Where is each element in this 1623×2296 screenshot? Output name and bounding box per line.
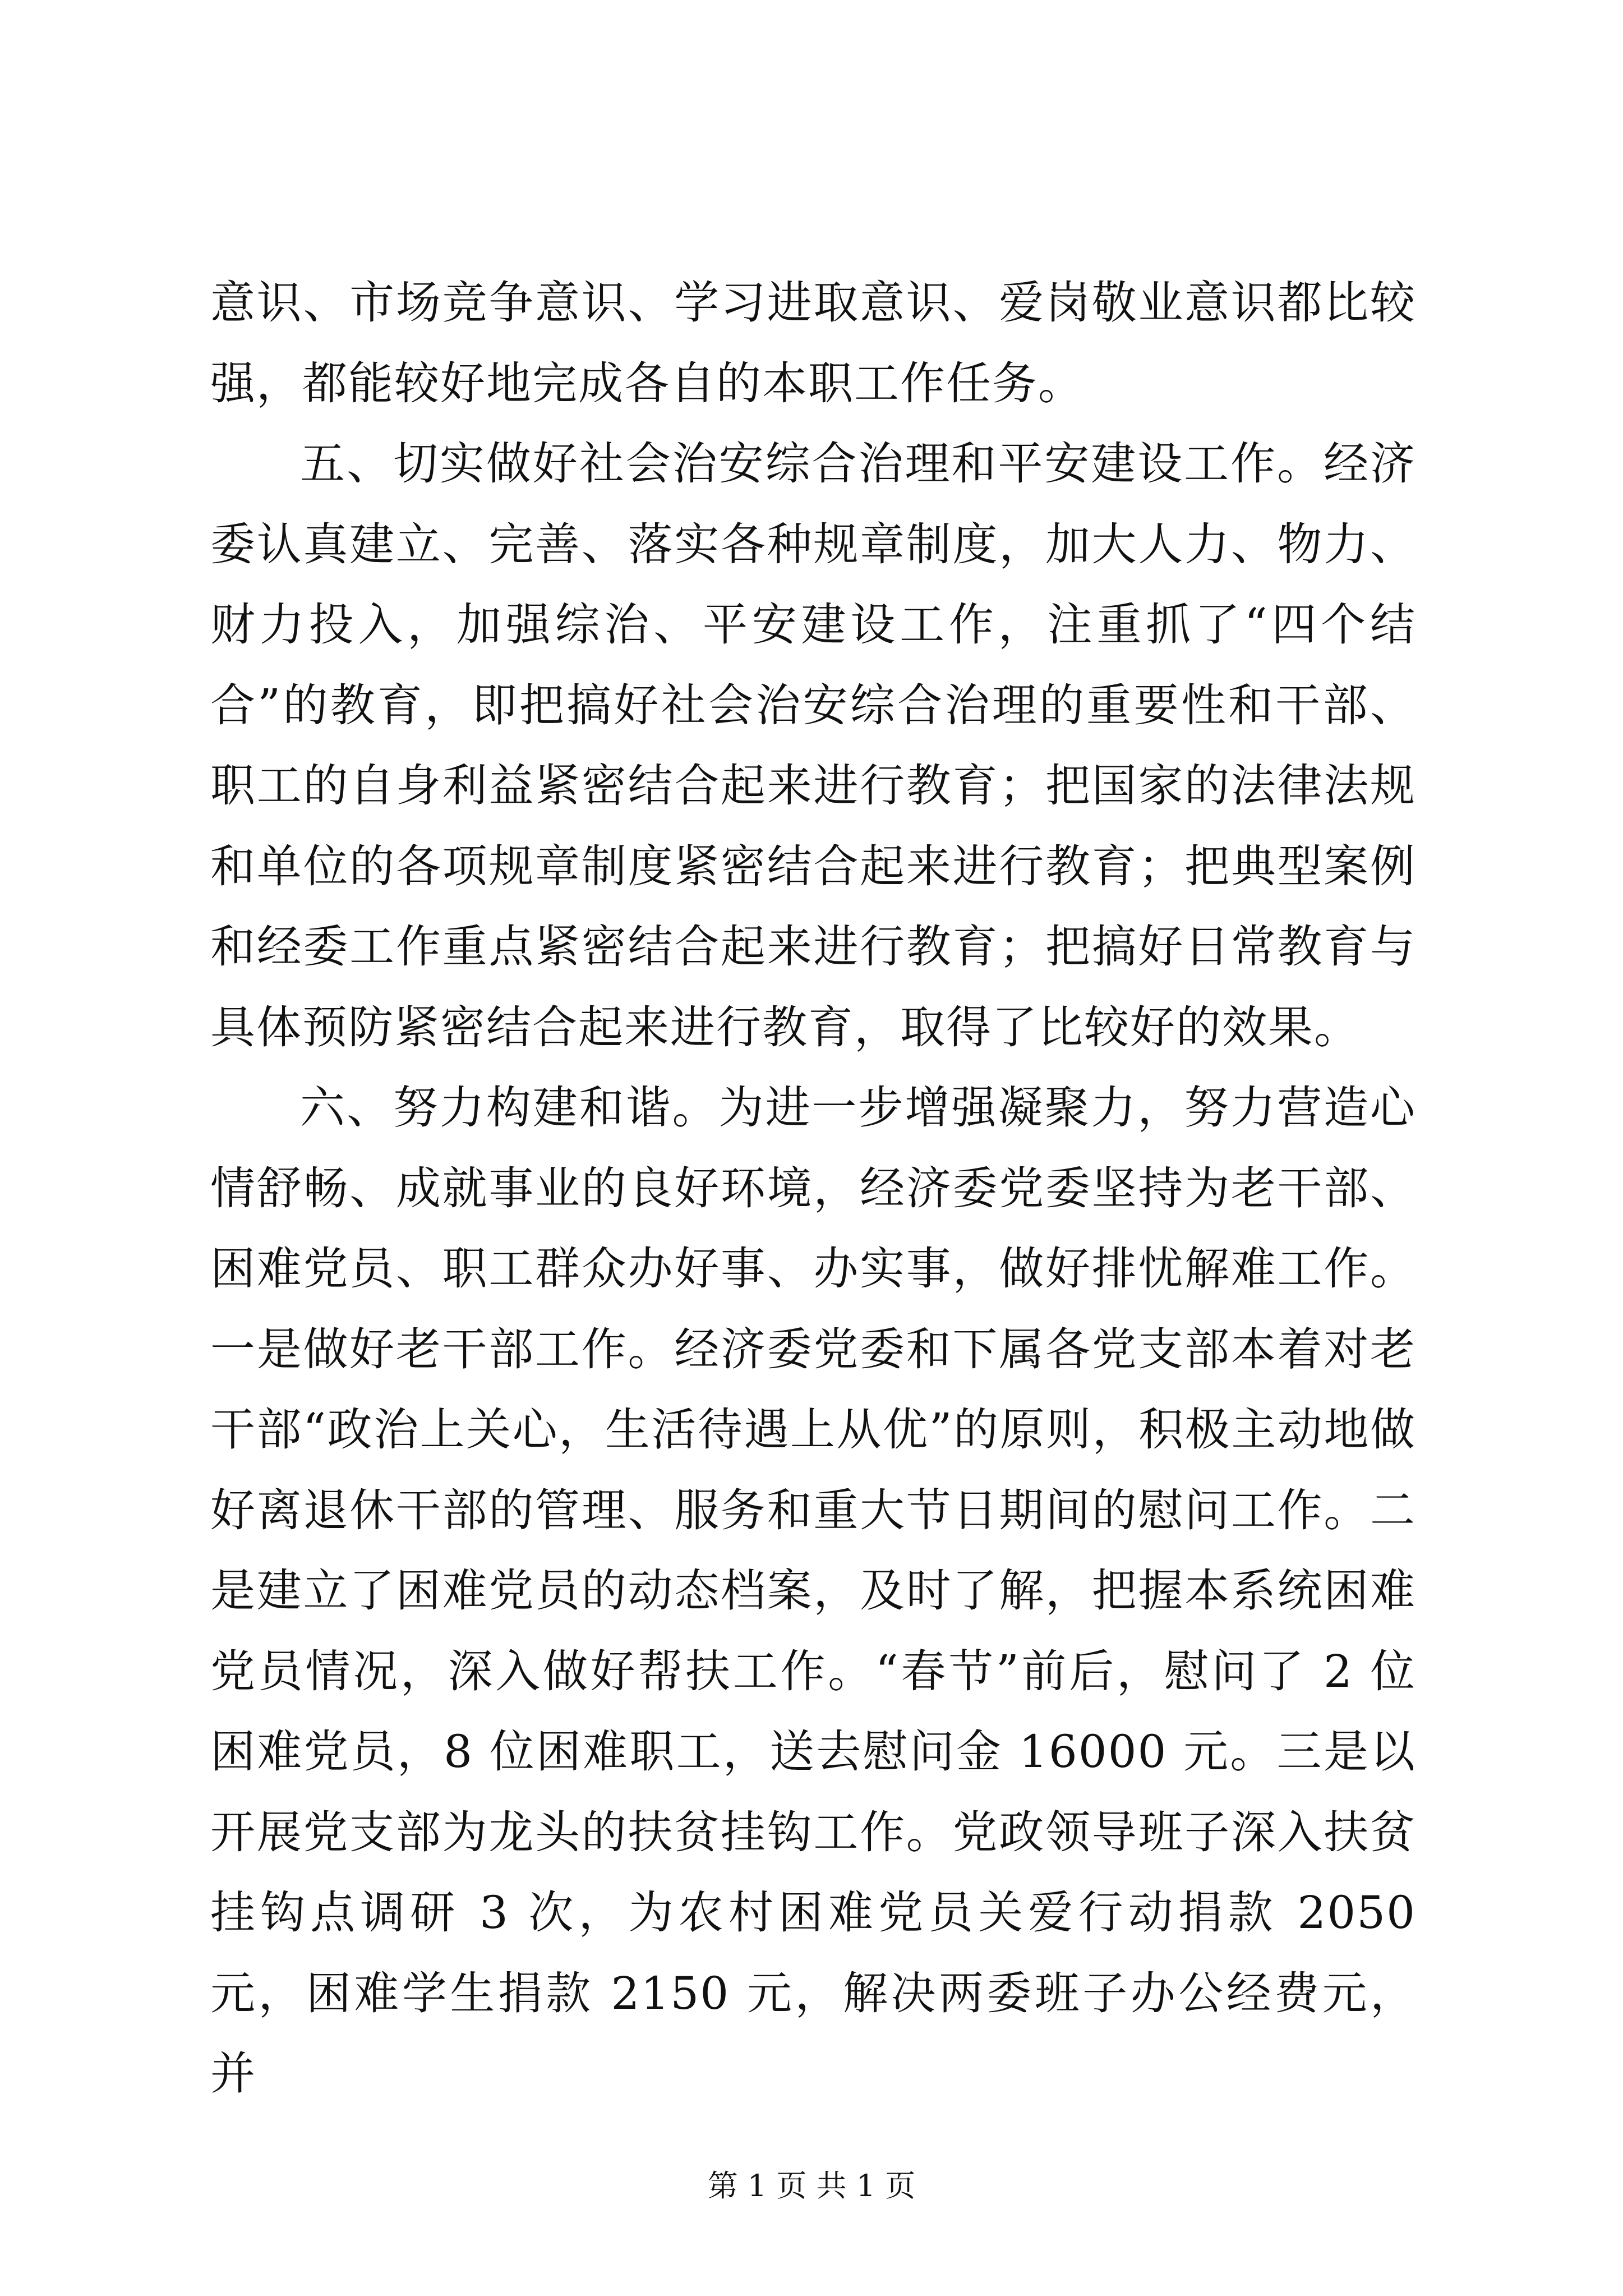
page-footer: 第 1 页 共 1 页 [707, 2168, 916, 2203]
document-body [210, 263, 1416, 2114]
paragraph-section-six: 六、努力构建和谐。为进一步增强凝聚力，努力营造心情舒畅、成就事业的良好环境，经济委党委坚持为老干部、困难党员、职工群众办好事、办实事，做好排忧解难工作。一是做好老干部工作。经济委党委和下属各党支部本着对老干部“政治上关心，生活待遇上从优”的原则，积极主动地做好离退休干部的管理、服务和重大节日期间的慰问工作。二是建立了困难党员的动态档案，及时了解，把握本系统困难党员情况，深入做好帮扶工作。“春节”前后，慰问了 2 位困难党员，8 位困难职工，送去慰问金 16000 元。三是以开展党支部为龙头的扶贫挂钩工作。党政领导班子深入扶贫挂钩点调研 3 次，为农村困难党员关爱行动捐款 2050 元，困难学生捐款 2150 元，解决两委班子办公经费元，并 [210, 1082, 1416, 2100]
paragraph-continued: 意识、市场竞争意识、学习进取意识、爱岗敬业意识都比较强，都能较好地完成各自的本职工作任务。 [210, 277, 1416, 409]
paragraph-section-five: 五、切实做好社会治安综合治理和平安建设工作。经济委认真建立、完善、落实各种规章制度，加大人力、物力、财力投入，加强综治、平安建设工作，注重抓了“四个结合”的教育，即把搞好社会治安综合治理的重要性和干部、职工的自身利益紧密结合起来进行教育；把国家的法律法规和单位的各项规章制度紧密结合起来进行教育；把典型案例和经委工作重点紧密结合起来进行教育；把搞好日常教育与具体预防紧密结合起来进行教育，取得了比较好的效果。 [210, 438, 1416, 1053]
